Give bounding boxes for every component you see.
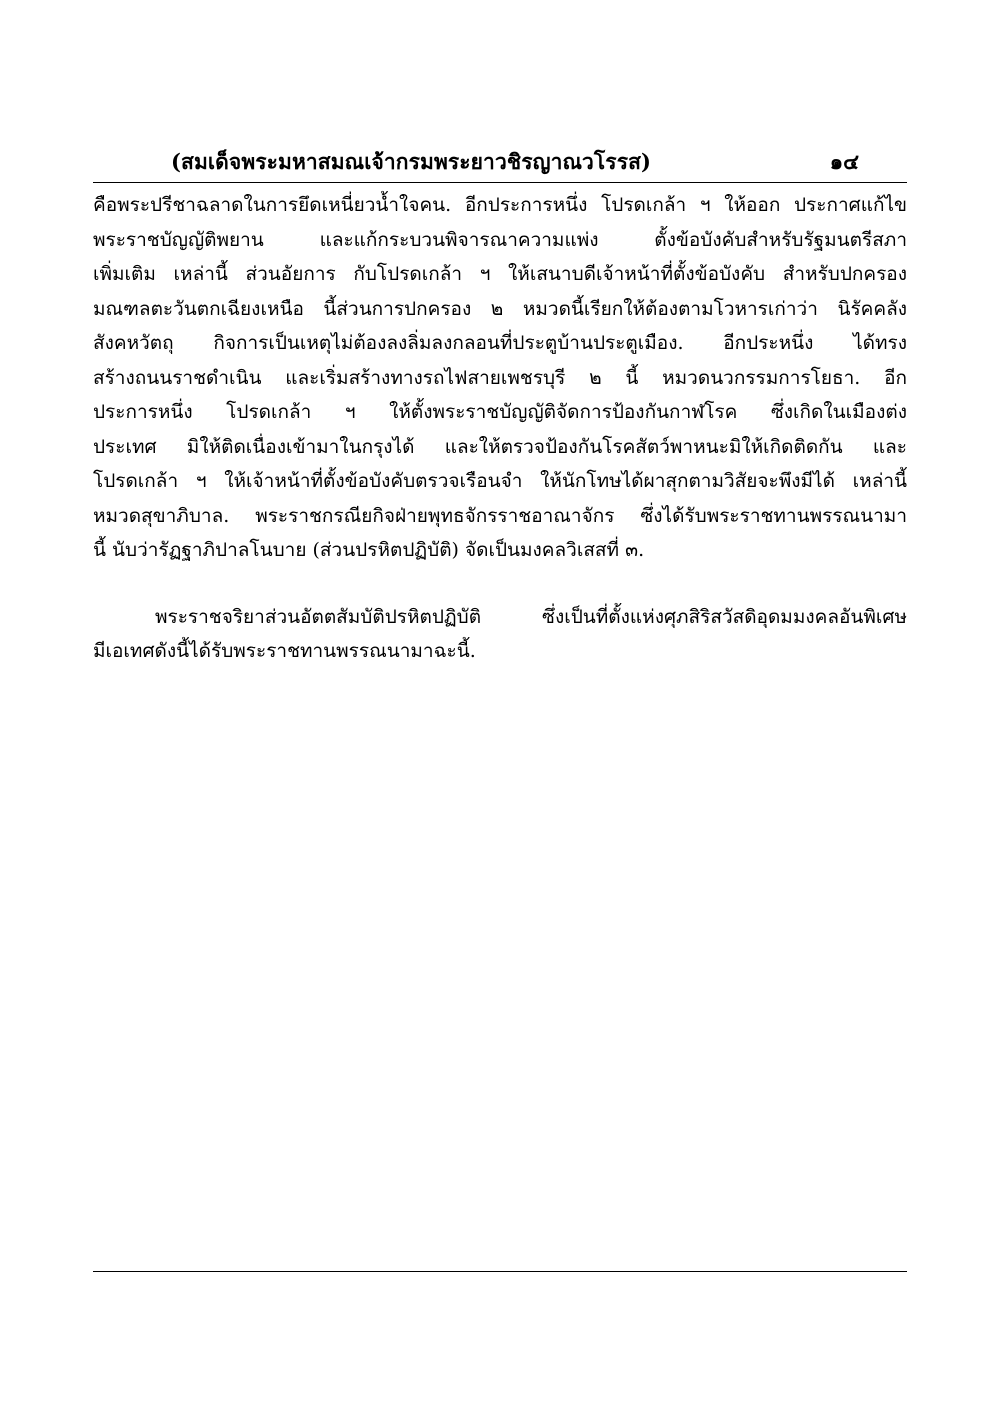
text-line: สร้างถนนราชดำเนิน และเริ่มสร้างทางรถไฟสายเพชรบุรี ๒ นี้ หมวดนวกรรมการโยธา. อีก [93,366,907,389]
text-line: พระราชจริยาส่วนอัตตสัมบัติปรหิตปฏิบัติ ซึ่งเป็นที่ตั้งแห่งศุภสิริสวัสดิอุดมมงคลอันพิเศษ [155,605,907,628]
text-line: สังคหวัตถุ กิจการเป็นเหตุไม่ต้องลงลิ่มลงกลอนที่ประตูบ้านประตูเมือง. อีกประหนึ่ง ได้ทรง [93,332,907,354]
text-line: นี้ นับว่ารัฏฐาภิปาลโนบาย (ส่วนปรหิตปฏิบัติ) จัดเป็นมงคลวิเสสที่ ๓. [93,539,645,561]
text-line: ประเทศ มิให้ติดเนื่องเข้ามาในกรุงได้ และให้ตรวจป้องกันโรคสัตว์พาหนะมิให้เกิดติดกัน และ [93,435,907,458]
text-line: พระราชบัญญัติพยาน และแก้กระบวนพิจารณาความแพ่ง ตั้งข้อบังคับสำหรับรัฐมนตรีสภา [93,228,907,251]
text-line: มณฑลตะวันตกเฉียงเหนือ นี้ส่วนการปกครอง ๒ หมวดนี้เรียกให้ต้องตามโวหารเก่าว่า นิรัคคลัง [93,297,907,320]
text-line: ประการหนึ่ง โปรดเกล้า ฯ ให้ตั้งพระราชบัญญัติจัดการป้องกันกาฬโรค ซึ่งเกิดในเมืองต่ง [93,401,907,423]
paragraph-2 [93,600,907,669]
running-header-title: (สมเด็จพระมหาสมณเจ้ากรมพระยาวชิรญาณวโรรส) [171,149,652,174]
paragraph-1 [93,188,907,568]
text-line: เพิ่มเติม เหล่านี้ ส่วนอัยการ กับโปรดเกล้า ฯ ให้เสนาบดีเจ้าหน้าที่ตั้งข้อบังคับ สำหรับปกครอง [93,263,907,285]
text-line: คือพระปรีชาฉลาดในการยึดเหนี่ยวน้ำใจคน. อีกประการหนึ่ง โปรดเกล้า ฯ ให้ออก ประกาศแก้ไข [93,194,907,216]
paragraph-spacer [93,568,907,600]
page-number: ๑๔ [829,149,859,174]
body-text [93,188,907,669]
text-line: มีเอเทศดังนี้ได้รับพระราชทานพรรณนามาฉะนี้. [93,640,476,662]
text-line: โปรดเกล้า ฯ ให้เจ้าหน้าที่ตั้งข้อบังคับตรวจเรือนจำ ให้นักโทษได้ผาสุกตามวิสัยจะพึงมีได้ เหล่านี้ [93,470,907,492]
header-rule [93,182,907,183]
running-header [93,144,907,180]
footer-rule [93,1271,907,1272]
text-line: หมวดสุขาภิบาล. พระราชกรณียกิจฝ่ายพุทธจักรราชอาณาจักร ซึ่งได้รับพระราชทานพรรณนามา [93,504,907,527]
